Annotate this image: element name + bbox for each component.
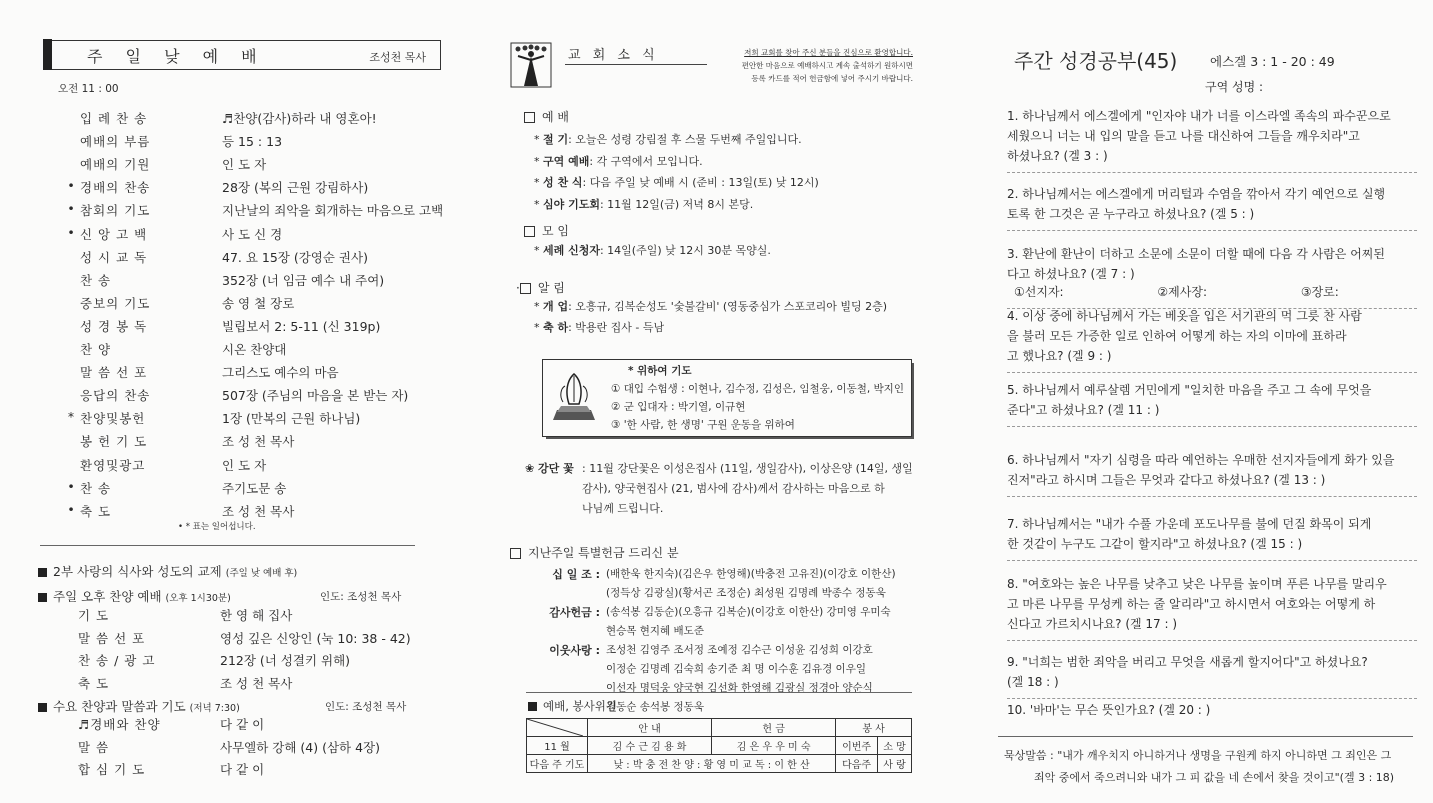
welcome-line: 등록 카드를 적어 헌금함에 넣어 주시기 바랍니다. (751, 74, 913, 83)
question-line: 하셨나요? (겔 3 : ) (1007, 149, 1108, 163)
part2-title: 2부 사랑의 식사와 성도의 교제 (53, 564, 222, 579)
offering-names: 이정순 김명례 김숙희 송기준 최 명 이수훈 김유경 이우일 (606, 663, 866, 675)
prayer-item: ① 대입 수험생 : 이현나, 김수정, 김성은, 임철웅, 이동철, 박지인 (611, 383, 904, 395)
question-line: 고 했나요? (겔 9 : ) (1007, 349, 1112, 363)
divider (998, 736, 1413, 737)
news-item-label: 절 기 (543, 133, 569, 146)
afternoon-time: (오후 1시30분) (165, 593, 231, 604)
order-value: 352장 (너 임금 예수 내 주여) (222, 272, 385, 288)
order-value: 조 성 천 목사 (222, 503, 295, 519)
worship-order-row (64, 155, 444, 177)
meeting-news-heading (524, 222, 569, 239)
answer-line (1007, 372, 1417, 373)
prayer-box (542, 359, 912, 437)
answer-line (1007, 640, 1417, 641)
order-value: 시온 찬양대 (222, 342, 287, 357)
square-bullet-icon (38, 703, 47, 712)
order-label: 예배의 기원 (80, 157, 151, 173)
study-question (1007, 184, 1417, 224)
order-value: 47. 요 15장 (강영순 권사) (222, 249, 368, 265)
offering-names: 이선자 명덕웅 양국현 김선화 한영해 김광실 정경아 양순식 (606, 682, 873, 694)
worship-news-heading (524, 108, 569, 125)
news-item-text: : 오늘은 성령 강림절 후 스물 두번째 주일입니다. (568, 133, 802, 146)
question-line: 을 불러 모든 가증한 일로 인하여 어떻게 하는 자의 이마에 표하라 (1007, 329, 1347, 343)
title-bar-marker (43, 39, 52, 70)
answer-line (1007, 496, 1417, 497)
welcome-message (718, 46, 913, 85)
order-label: 환영및광고 (80, 457, 146, 473)
memory-line: 죄악 중에서 죽으려니와 내가 그 피 값을 네 손에서 찾을 것이고"(겔 3 : 18) (1034, 771, 1395, 784)
name-field-label: 구역 성명 : (1205, 80, 1264, 94)
bible-study-column (980, 0, 1433, 803)
question-line: 진저"라고 하시며 그들은 무엇과 같다고 하셨나요? (겔 13 : ) (1007, 473, 1326, 487)
order-value: 인 도 자 (222, 157, 267, 173)
worship-order-row (64, 317, 444, 339)
welcome-line: 편안한 마음으로 예배하시고 계속 출석하기 원하시면 (741, 61, 913, 70)
study-question (1007, 450, 1417, 490)
standing-marker: • (67, 478, 75, 494)
order-label: 찬양및봉헌 (80, 411, 146, 427)
diagonal-line-icon (527, 719, 583, 736)
square-bullet-icon (528, 702, 537, 711)
standing-marker: • (67, 501, 75, 517)
offering-names: 현승목 현지혜 배도준 (606, 625, 704, 637)
news-item (534, 298, 887, 314)
order-value: 사무엘하 강해 (4) (삼하 4장) (220, 739, 380, 755)
worship-order-row (64, 109, 444, 131)
flower-line: : 11월 강단꽃은 이성은집사 (11일, 생일감사), 이상은양 (14일, 생일 (582, 462, 913, 475)
wednesday-heading (38, 697, 240, 715)
offering-label: 감사헌금 : (549, 606, 600, 619)
table-cell: 다음 주 기도 (527, 755, 588, 773)
order-value: 조 성 천 목사 (220, 675, 293, 691)
bullet-star: * (534, 197, 543, 211)
table-cell: 11 월 (527, 737, 588, 755)
news-item-label: 축 하 (543, 321, 569, 334)
bullet-star: * (534, 154, 543, 168)
order-label: 말 씀 선 포 (80, 365, 148, 381)
order-label: 합 심 기 도 (78, 762, 146, 777)
order-label: 봉 헌 기 도 (80, 434, 148, 450)
table-cell: 다음주 (836, 755, 878, 773)
divider (565, 64, 707, 65)
bullet-star: * (534, 133, 543, 146)
flower-line: 나님께 드립니다. (582, 502, 664, 515)
memory-line: 묵상말씀 : "내가 깨우치지 아니하거나 생명을 구원케 하지 아니하면 그 죄인은 그 (1004, 749, 1392, 762)
question-line: 한 것같이 누구도 그같이 할지라"고 하셨나요? (겔 15 : ) (1007, 537, 1303, 551)
question-line: (겔 18 : ) (1007, 675, 1059, 689)
order-label: 예배의 부름 (80, 134, 151, 150)
prayer-item: ③ '한 사람, 한 생명' 구원 운동을 위하여 (611, 419, 795, 431)
order-value: 송 영 철 장로 (222, 295, 295, 311)
offering-names: (배한욱 한지숙)(김은우 한영해)(박충전 고유진)(이강호 이한산) (606, 568, 896, 580)
order-label: 기 도 (78, 608, 110, 623)
study-question (1007, 574, 1417, 634)
flower-line: 감사), 양국현집사 (21, 범사에 감사)께서 감사하는 마음으로 하 (582, 482, 885, 495)
study-question (1007, 652, 1417, 692)
order-label: 신 앙 고 백 (80, 226, 148, 242)
answer-line (1007, 560, 1417, 561)
altar-flower-label (525, 460, 574, 476)
question-line: 10. '바마'는 무슨 뜻인가요? (겔 20 : ) (1007, 703, 1211, 717)
worship-order-row (64, 132, 444, 154)
afternoon-heading (38, 587, 231, 605)
question-line: 7. 하나님께서는 "내가 수풀 가운데 포도나무를 불에 던질 화목이 되게 (1007, 517, 1372, 531)
study-question (1007, 306, 1417, 366)
study-question (1007, 514, 1417, 554)
order-label: 참회의 기도 (80, 203, 151, 219)
news-item (534, 196, 753, 212)
table-cell: 낮 : 박 충 전 찬 양 : 황 영 미 교 독 : 이 한 산 (588, 755, 836, 773)
order-value: 지난날의 죄악을 회개하는 마음으로 고백 (222, 203, 444, 219)
offering-heading (510, 544, 679, 561)
worship-order-row (64, 225, 444, 247)
worship-title: 주 일 낮 예 배 (87, 47, 266, 66)
checkbox-icon (524, 226, 535, 237)
news-item-text: : 오흥규, 김복순성도 '숯불갈비' (영동중심가 스포코리아 빌딩 2층) (568, 300, 888, 313)
church-news-column (490, 0, 950, 803)
offering-names: (송석봉 김동순)(오흥규 김복순)(이강호 이한산) 강미영 우미숙 (606, 606, 891, 618)
option-prophet: ①선지자: (1014, 285, 1064, 299)
divider (40, 545, 415, 546)
order-value: 212장 (너 성결키 위해) (220, 653, 351, 668)
order-label: ♬경배와 찬양 (78, 717, 161, 732)
order-label: 축 도 (80, 503, 112, 519)
order-label: 중보의 기도 (80, 295, 151, 311)
question-line: 2. 하나님께서는 에스겔에게 머리털과 수염을 깎아서 각기 예언으로 실행 (1007, 187, 1386, 201)
worship-time: 오전 11 : 00 (58, 83, 119, 95)
flower-label: ❀ 강단 꽃 (525, 462, 574, 475)
question-line: 세웠으니 너는 내 입의 말을 듣고 나를 대신하여 그들을 깨우치라"고 (1007, 129, 1360, 143)
option-priest: ②제사장: (1157, 285, 1207, 299)
answer-line (1007, 230, 1417, 231)
worship-order-row (64, 271, 444, 293)
memory-verse (1004, 745, 1394, 789)
news-item (534, 319, 664, 335)
heading-label: 알 림 (537, 281, 565, 295)
square-bullet-icon (38, 568, 47, 577)
notice-news-heading: · 알 림 (516, 281, 565, 295)
worship-order-row (64, 479, 444, 501)
bullet-star: * (534, 176, 543, 189)
table-cell: 이번주 (836, 737, 878, 755)
bullet-star: * (534, 244, 543, 257)
order-label: 말 씀 (78, 739, 110, 755)
news-item-label: 세례 신청자 (543, 244, 600, 257)
worship-order-row (64, 248, 444, 270)
order-label: 경배의 찬송 (80, 180, 151, 196)
news-item (534, 174, 819, 190)
order-value: 사 도 신 경 (222, 226, 283, 242)
service-heading (528, 698, 617, 714)
worship-title-box (44, 40, 441, 70)
order-label: 말 씀 선 포 (78, 630, 146, 646)
wednesday-title: 수요 찬양과 말씀과 기도 (53, 699, 186, 714)
question-line: 9. "너희는 범한 죄악을 버리고 무엇을 새롭게 할지어다"고 하셨나요? (1007, 655, 1368, 669)
order-value: 등 15 : 13 (222, 134, 283, 150)
news-item-label: 심야 기도회 (543, 197, 600, 211)
answer-line (1007, 172, 1417, 173)
worship-order-row (64, 340, 444, 362)
study-question (1007, 700, 1417, 720)
question-line: 4. 이상 중에 하나님께서 가는 베옷을 입은 서기관의 먹 그릇 찬 사람 (1007, 309, 1362, 323)
bullet-star: * (534, 321, 543, 334)
question-line: 8. "여호와는 높은 나무를 낮추고 낮은 나무를 높이며 푸른 나무를 말리우 (1007, 577, 1387, 591)
question-line: 신다고 가르치시나요? (겔 17 : ) (1007, 617, 1178, 631)
order-value: ♬찬양(감사)하라 내 영혼아! (222, 111, 377, 126)
bible-study-title: 주간 성경공부(45) (1014, 49, 1178, 73)
study-question (1007, 106, 1417, 166)
worship-order-row (64, 432, 444, 454)
order-label: 응답의 찬송 (80, 388, 151, 404)
order-value: 한 영 해 집사 (220, 608, 293, 623)
news-item-text: : 박용란 집사 - 득남 (568, 321, 665, 334)
table-row (527, 755, 912, 773)
welcome-line: 저희 교회를 찾아 주신 분들을 진심으로 환영합니다. (744, 48, 913, 57)
standing-marker: • (67, 224, 75, 240)
order-value: 영성 깊은 신앙인 (눅 10: 38 - 42) (220, 630, 411, 646)
offering-names: 김동순 송석봉 정동욱 (606, 701, 704, 713)
news-item-label: 개 업 (543, 300, 569, 313)
order-label: 입 례 찬 송 (80, 111, 148, 126)
offering-label: 이웃사랑 : (549, 644, 600, 657)
table-cell: 소 망 (878, 737, 912, 755)
answer-line (1007, 698, 1417, 699)
table-header-row (527, 719, 912, 737)
table-cell: 김 은 우 우 미 숙 (712, 737, 836, 755)
standing-note: • * 표는 일어섭니다. (178, 522, 256, 532)
order-value: 다 같 이 (220, 762, 265, 777)
standing-marker: • (67, 178, 75, 194)
part2-note: (주일 낮 예배 후) (225, 568, 298, 579)
header-cell: 안 내 (588, 719, 712, 737)
order-value: 1장 (만복의 근원 하나님) (222, 411, 361, 427)
order-value: 다 같 이 (220, 717, 265, 732)
prayer-title: * 위하여 기도 (628, 365, 692, 377)
checkbox-icon (524, 112, 535, 123)
divider (526, 692, 912, 693)
worship-order-row (64, 363, 444, 385)
table-row (527, 737, 912, 755)
order-value: 빌립보서 2: 5-11 (신 319p) (222, 318, 381, 334)
question-line: 다고 하셨나요? (겔 7 : ) (1007, 267, 1135, 281)
heading-label: 모 임 (542, 224, 569, 238)
study-question (1007, 244, 1417, 284)
option-elder: ③장로: (1300, 285, 1339, 299)
news-item-text: : 각 구역에서 모입니다. (589, 154, 703, 168)
question-line: 3. 환난에 환난이 더하고 소문에 소문이 더할 때에 다음 각 사람은 어찌된 (1007, 247, 1385, 261)
heading-label: 예 배 (542, 110, 569, 124)
order-label: 찬 양 (80, 342, 112, 357)
bullet-star: * (534, 300, 543, 313)
bible-reference: 에스겔 3 : 1 - 20 : 49 (1210, 54, 1335, 69)
heading-label: 지난주일 특별헌금 드리신 분 (528, 546, 679, 560)
news-item (534, 242, 771, 258)
news-item-label: 성 찬 식 (543, 176, 583, 189)
header-cell: 헌 금 (712, 719, 836, 737)
order-label: 찬 송 (80, 272, 112, 288)
question-line: 토록 한 그것은 곧 누구라고 하셨나요? (겔 5 : ) (1007, 207, 1255, 221)
standing-marker: * (67, 409, 75, 425)
offering-names: (정득상 김광실)(황서곤 조정순) 최성원 김명례 박종수 정동욱 (606, 587, 886, 599)
afternoon-title: 주일 오후 찬양 예배 (53, 589, 162, 604)
order-value: 507장 (주님의 마음을 본 받는 자) (222, 388, 409, 404)
table-cell: 김 수 근 김 용 화 (588, 737, 712, 755)
part2-heading (38, 562, 297, 580)
news-item (534, 153, 703, 169)
checkbox-icon (520, 283, 531, 294)
worship-order-row (64, 456, 444, 478)
afternoon-leader: 인도: 조성천 목사 (320, 591, 402, 603)
worship-pastor: 조성천 목사 (369, 51, 426, 64)
order-label: 찬 송 / 광 고 (78, 653, 156, 668)
worship-order-row (64, 201, 444, 223)
offering-names: 조성천 김영주 조서정 조예정 김수근 이성윤 김성희 이강호 (606, 644, 873, 656)
question-line: 준다"고 하셨나요? (겔 11 : ) (1007, 403, 1160, 417)
service-table (526, 718, 912, 773)
question-line: 5. 하나님께서 예루살렘 거민에게 "일치한 마음을 주고 그 속에 무엇을 (1007, 383, 1372, 397)
news-item-text: : 다음 주일 낮 예배 시 (준비 : 13일(토) 낮 12시) (582, 176, 819, 189)
checkbox-icon (510, 548, 521, 559)
worship-order-row (64, 178, 444, 200)
question-line: 고 마른 나무를 무성케 하는 줄 알리라"고 하시면서 여호와는 어떻게 하 (1007, 597, 1376, 611)
order-label: 성 경 봉 독 (80, 318, 148, 334)
offering-label: 십 일 조 : (552, 568, 600, 581)
worship-order-column (0, 0, 470, 803)
order-value: 인 도 자 (222, 457, 267, 473)
order-value: 조 성 천 목사 (222, 434, 295, 450)
prayer-item: ② 군 입대자 : 박기열, 이규현 (611, 401, 746, 413)
wednesday-time: (저녁 7:30) (189, 703, 240, 714)
order-label: 성 시 교 독 (80, 249, 148, 265)
worship-order-row (64, 386, 444, 408)
news-item (534, 131, 802, 147)
answer-options (1014, 283, 1429, 300)
answer-line (1007, 426, 1417, 427)
order-value: 28장 (복의 근원 강림하사) (222, 180, 369, 196)
order-value: 그리스도 예수의 마음 (222, 365, 339, 381)
table-corner-cell (527, 719, 588, 737)
order-label: 찬 송 (80, 480, 112, 496)
news-item-text: : 11월 12일(금) 저녁 8시 본당. (599, 197, 754, 211)
worship-order-row (64, 409, 444, 431)
table-cell: 사 랑 (878, 755, 912, 773)
question-line: 6. 하나님께서 "자기 심령을 따라 예언하는 우매한 선지자들에게 화가 있을 (1007, 453, 1395, 467)
study-question (1007, 380, 1417, 420)
service-title: 예배, 봉사위원 (543, 699, 617, 713)
header-cell: 봉 사 (836, 719, 912, 737)
order-label: 축 도 (78, 675, 110, 691)
news-item-label: 구역 예배 (543, 154, 590, 168)
worship-order-row (64, 294, 444, 316)
question-line: 1. 하나님께서 에스겔에게 "인자야 내가 너를 이스라엘 족속의 파수꾼으로 (1007, 109, 1391, 123)
square-bullet-icon (38, 593, 47, 602)
praying-hands-icon (551, 370, 597, 422)
wednesday-leader: 인도: 조성천 목사 (325, 701, 407, 713)
standing-marker: • (67, 201, 75, 217)
order-value: 주기도문 송 (222, 480, 287, 496)
choir-icon (510, 42, 552, 88)
news-title: 교 회 소 식 (568, 48, 659, 63)
news-item-text: : 14일(주일) 낮 12시 30분 목양실. (599, 244, 771, 257)
